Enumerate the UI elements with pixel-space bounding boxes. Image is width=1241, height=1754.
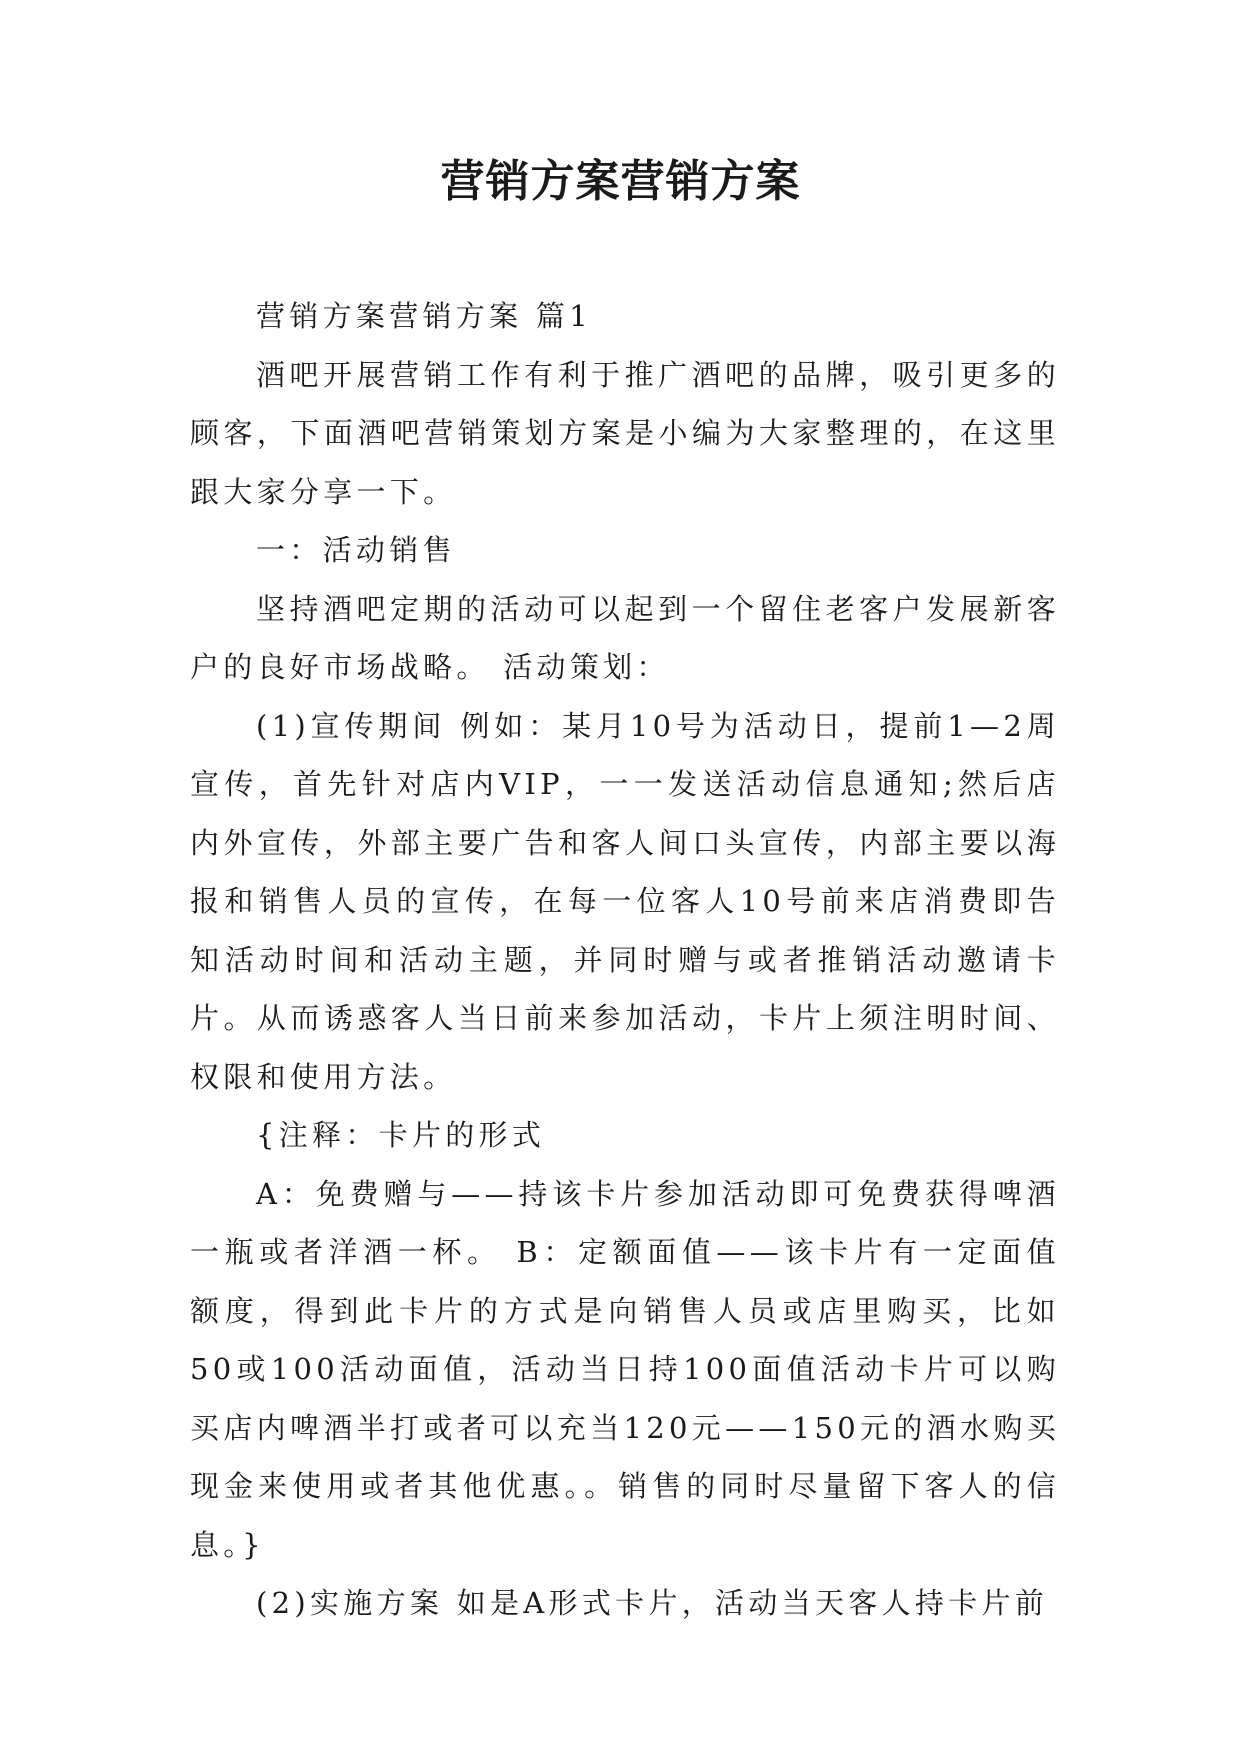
- section-heading: 营销方案营销方案 篇1: [256, 299, 592, 333]
- body-paragraph: 酒吧开展营销工作有利于推广酒吧的品牌，吸引更多的顾客，下面酒吧营销策划方案是小编为大家整理的，在这里跟大家分享一下。: [190, 357, 1060, 509]
- document-title: 营销方案营销方案: [440, 156, 801, 207]
- body-paragraph: 坚持酒吧定期的活动可以起到一个留住老客户发展新客户的良好市场战略。 活动策划：: [190, 591, 1060, 684]
- body-paragraph: (2)实施方案 如是A形式卡片，活动当天客人持卡片前: [256, 1586, 1049, 1620]
- note-heading: {注释：卡片的形式: [256, 1118, 546, 1152]
- section-heading: 一：活动销售: [256, 533, 456, 567]
- document-body: [190, 287, 1060, 1633]
- body-paragraph: A：免费赠与——持该卡片参加活动即可免费获得啤酒一瓶或者洋酒一杯。 B：定额面值——该卡片有一定面值额度，得到此卡片的方式是向销售人员或店里购买，比如50或100活动面值，活动当日持100面值活动卡片可以购买店内啤酒半打或者可以充当120元——150元的酒水购买现金来使用或者其他优惠。。销售的同时尽量留下客人的信息。}: [190, 1176, 1060, 1562]
- body-paragraph: (1)宣传期间 例如：某月10号为活动日，提前1—2周宣传，首先针对店内VIP，一一发送活动信息通知;然后店内外宣传，外部主要广告和客人间口头宣传，内部主要以海报和销售人员的宣传，在每一位客人10号前来店消费即告知活动时间和活动主题，并同时赠与或者推销活动邀请卡片。从而诱惑客人当日前来参加活动，卡片上须注明时间、权限和使用方法。: [190, 708, 1060, 1094]
